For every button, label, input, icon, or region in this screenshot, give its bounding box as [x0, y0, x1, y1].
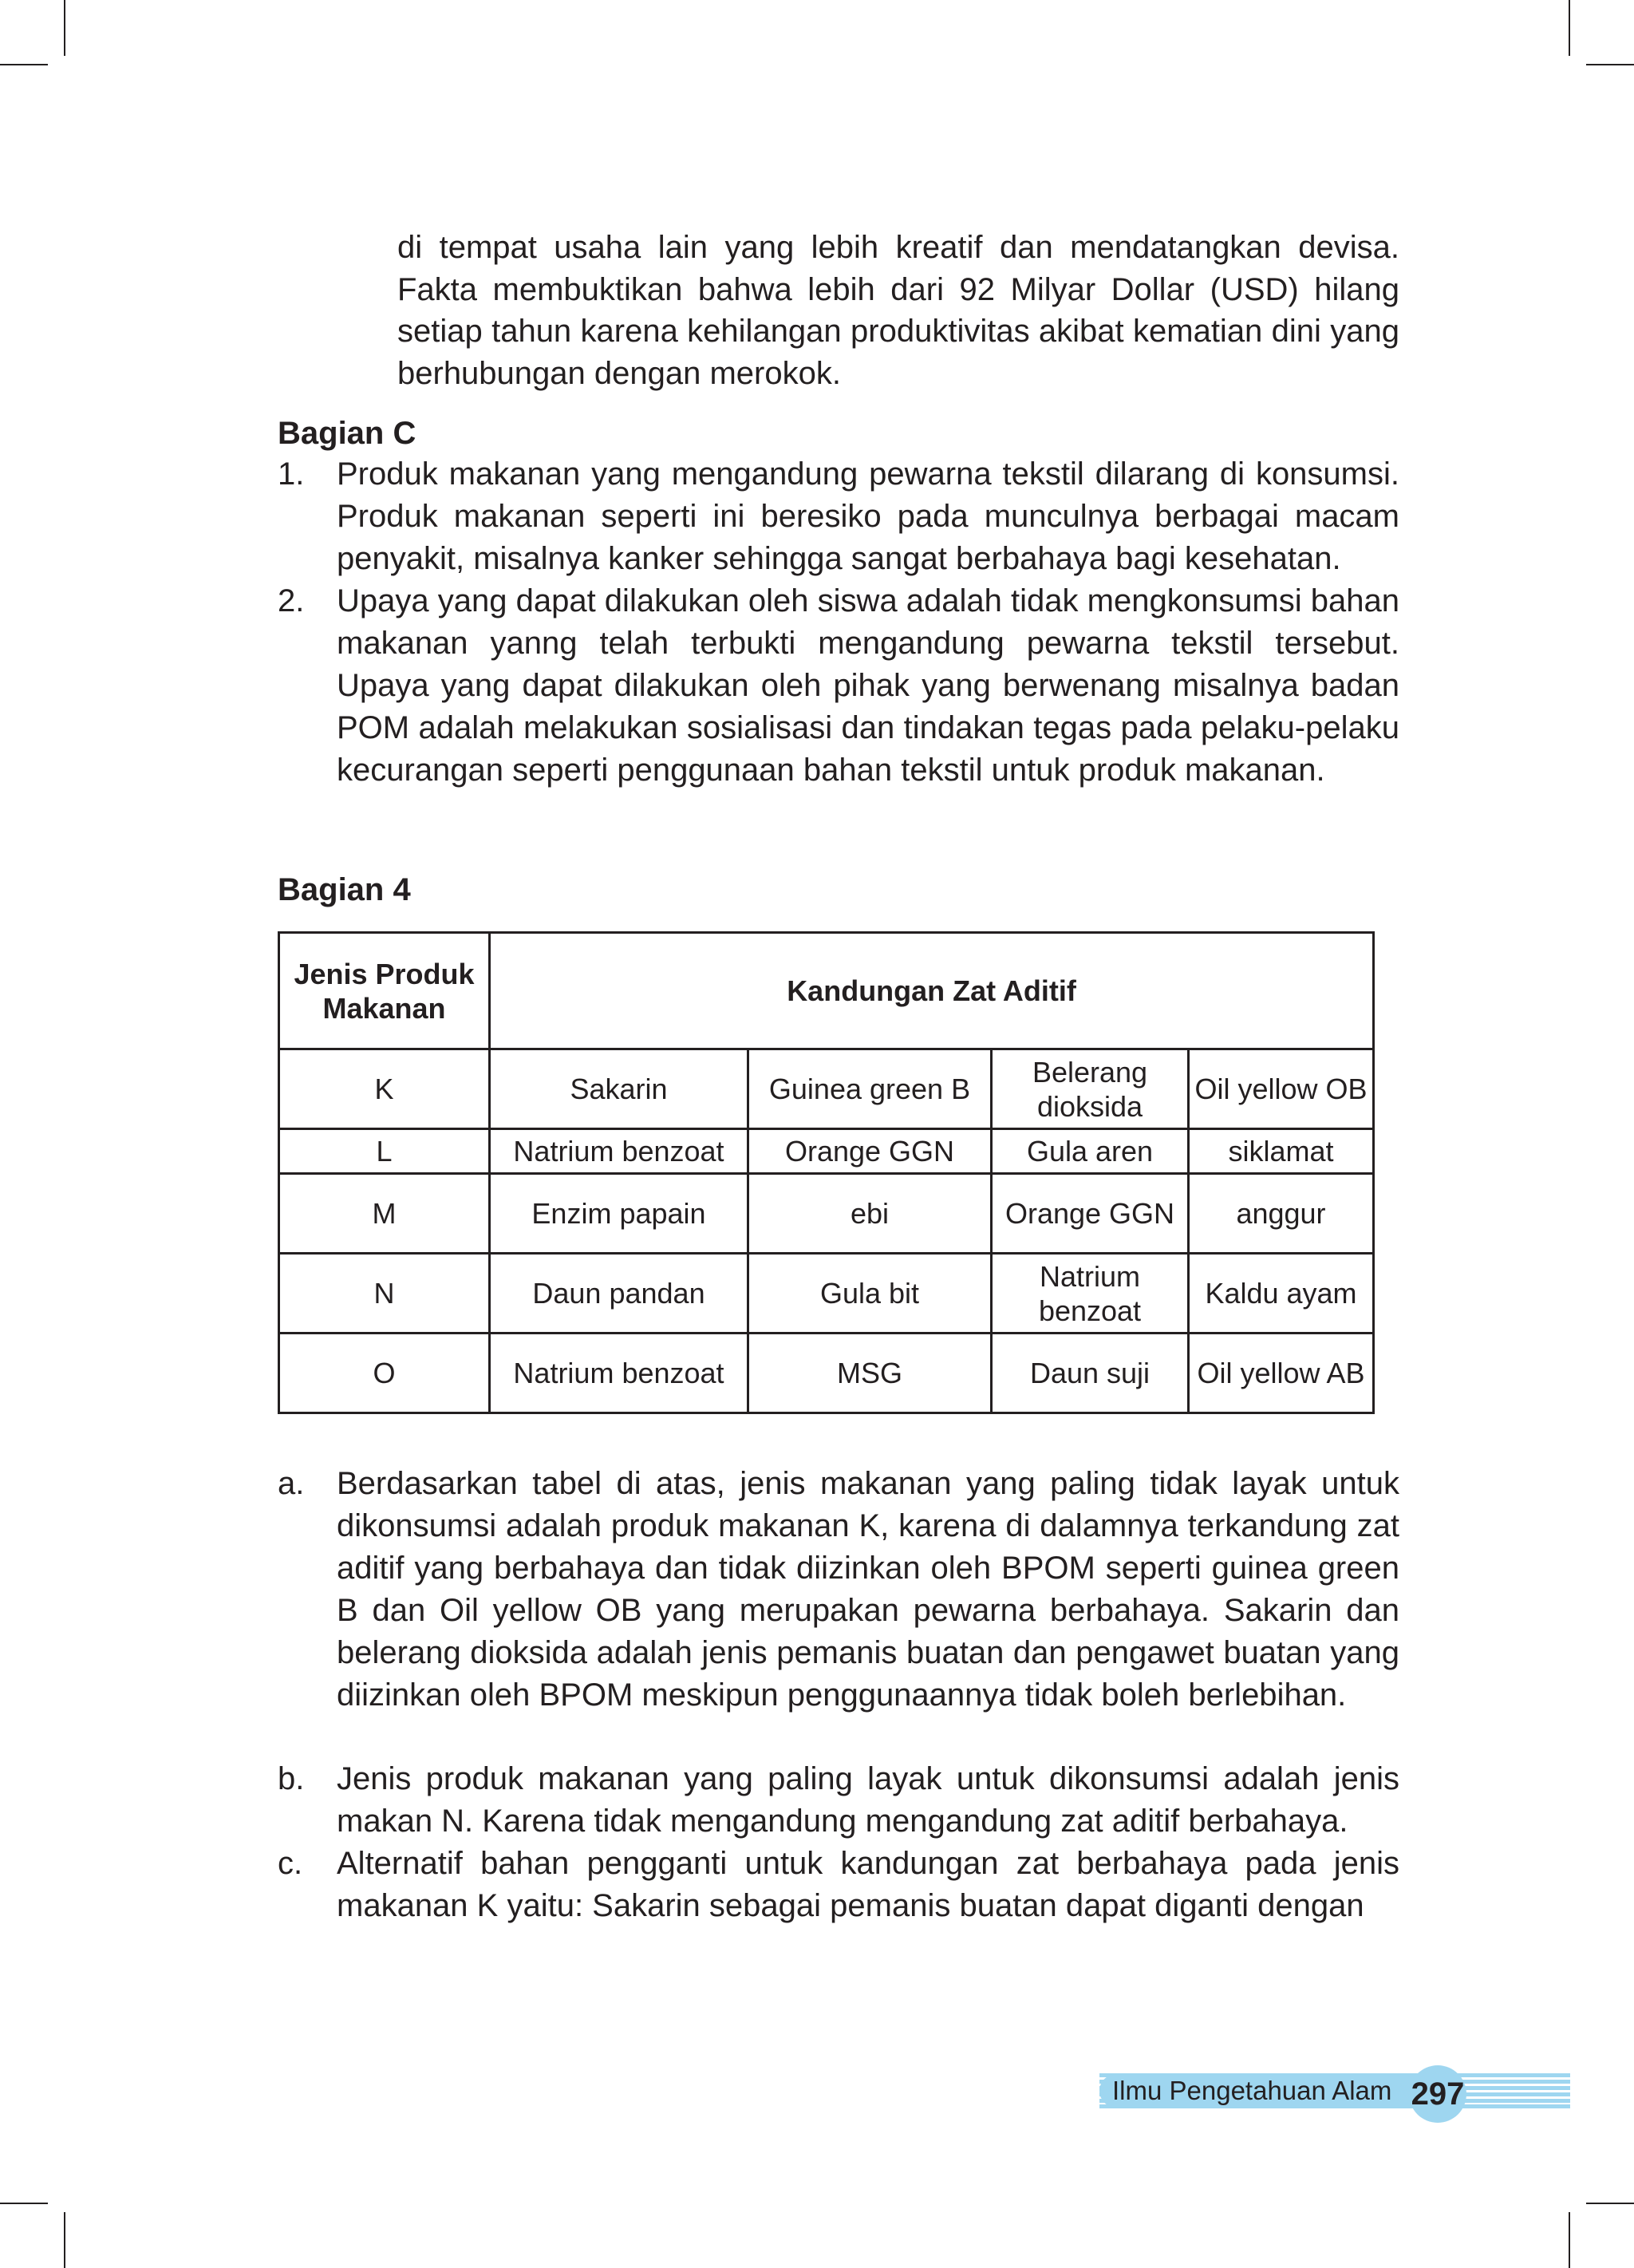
list-item-text: Berdasarkan tabel di atas, jenis makanan yang paling tidak layak untuk dikonsumsi adalah produk makanan K, karena di dalamnya terkandung zat aditif yang berbahaya dan tidak diizinkan oleh BPOM seperti guinea green B dan Oil yellow OB yang merupakan pewarna berbahaya. Sakarin dan belerang dioksida adalah jenis pemanis buatan dan pengawet buatan yang diizinkan oleh BPOM meskipun penggunaannya tidak boleh berlebihan.: [337, 1466, 1399, 1713]
crop-mark: [1569, 2212, 1570, 2268]
list-item: [278, 1758, 1399, 1843]
product-code-cell: N: [279, 1254, 490, 1334]
crop-mark: [64, 0, 65, 56]
crop-mark: [1586, 2203, 1634, 2204]
table-cell: ebi: [748, 1174, 992, 1254]
table-cell: Guinea green B: [748, 1049, 992, 1129]
table-cell: Orange GGN: [748, 1129, 992, 1174]
table-cell: Orange GGN: [992, 1174, 1189, 1254]
table-row: [279, 1174, 1374, 1254]
additive-table: [278, 931, 1375, 1414]
table-row: [279, 1334, 1374, 1413]
table-cell: siklamat: [1189, 1129, 1374, 1174]
list-item-text: Upaya yang dapat dilakukan oleh siswa adalah tidak mengkonsumsi bahan makanan yanng telah terbukti mengandung pewarna tekstil tersebut. Upaya yang dapat dilakukan oleh pihak yang berwenang misalnya badan POM adalah melakukan sosialisasi dan tindakan tegas pada pelaku-pelaku kecurangan seperti penggunaan bahan tekstil untuk produk makanan.: [337, 583, 1399, 788]
table-row: [279, 1254, 1374, 1334]
table-cell: Sakarin: [490, 1049, 748, 1129]
product-code-cell: L: [279, 1129, 490, 1174]
product-code-cell: K: [279, 1049, 490, 1129]
footer-book-title: Ilmu Pengetahuan Alam: [1099, 2074, 1415, 2108]
list-item: [278, 1463, 1399, 1717]
list-item-text: Jenis produk makanan yang paling layak untuk dikonsumsi adalah jenis makan N. Karena tidak mengandung mengandung zat aditif berbahaya.: [337, 1761, 1399, 1839]
list-marker: c.: [278, 1846, 303, 1881]
table-cell: Oil yellow AB: [1189, 1334, 1374, 1413]
list-marker: b.: [278, 1761, 305, 1796]
product-code-cell: O: [279, 1334, 490, 1413]
list-item: [278, 1843, 1399, 1927]
crop-mark: [64, 2212, 65, 2268]
table-row: [279, 1049, 1374, 1129]
section-heading-bagian-c: Bagian C: [278, 416, 416, 451]
table-row: [279, 1129, 1374, 1174]
table-cell: Enzim papain: [490, 1174, 748, 1254]
table-cell: Daun pandan: [490, 1254, 748, 1334]
table-cell: MSG: [748, 1334, 992, 1413]
list-item-text: Produk makanan yang mengandung pewarna tekstil dilarang di konsumsi. Produk makanan seperti ini beresiko pada munculnya berbagai macam penyakit, misalnya kanker sehingga sangat berbahaya bagi kesehatan.: [337, 456, 1399, 576]
table-cell: Gula aren: [992, 1129, 1189, 1174]
column-header-additive-content: Kandungan Zat Aditif: [490, 933, 1374, 1049]
crop-mark: [1586, 64, 1634, 65]
list-item-text: Alternatif bahan pengganti untuk kandungan zat berbahaya pada jenis makanan K yaitu: Sakarin sebagai pemanis buatan dapat diganti dengan: [337, 1846, 1399, 1923]
table-cell: Natrium benzoat: [490, 1334, 748, 1413]
crop-mark: [0, 2203, 48, 2204]
crop-mark: [0, 64, 48, 65]
column-header-product-type: Jenis Produk Makanan: [279, 933, 490, 1049]
table-cell: anggur: [1189, 1174, 1374, 1254]
table-cell: Natrium benzoat: [490, 1129, 748, 1174]
section-heading-bagian-4: Bagian 4: [278, 872, 411, 907]
product-code-cell: M: [279, 1174, 490, 1254]
table-cell: Daun suji: [992, 1334, 1189, 1413]
table-cell: Belerang dioksida: [992, 1049, 1189, 1129]
list-marker: 1.: [278, 456, 305, 492]
table-cell: Oil yellow OB: [1189, 1049, 1374, 1129]
list-marker: a.: [278, 1466, 305, 1501]
table-header-row: [279, 933, 1374, 1049]
list-item: [278, 580, 1399, 792]
crop-mark: [1569, 0, 1570, 56]
table-cell: Kaldu ayam: [1189, 1254, 1374, 1334]
list-item: [278, 453, 1399, 580]
list-marker: 2.: [278, 583, 305, 618]
page-number: 297: [1409, 2065, 1466, 2123]
table-cell: Natrium benzoat: [992, 1254, 1189, 1334]
intro-paragraph: di tempat usaha lain yang lebih kreatif dan mendatangkan devisa. Fakta membuktikan bahwa lebih dari 92 Milyar Dollar (USD) hilang setiap tahun karena kehilangan produktivitas akibat kematian dini yang berhubungan dengan merokok.: [397, 230, 1399, 391]
table-cell: Gula bit: [748, 1254, 992, 1334]
